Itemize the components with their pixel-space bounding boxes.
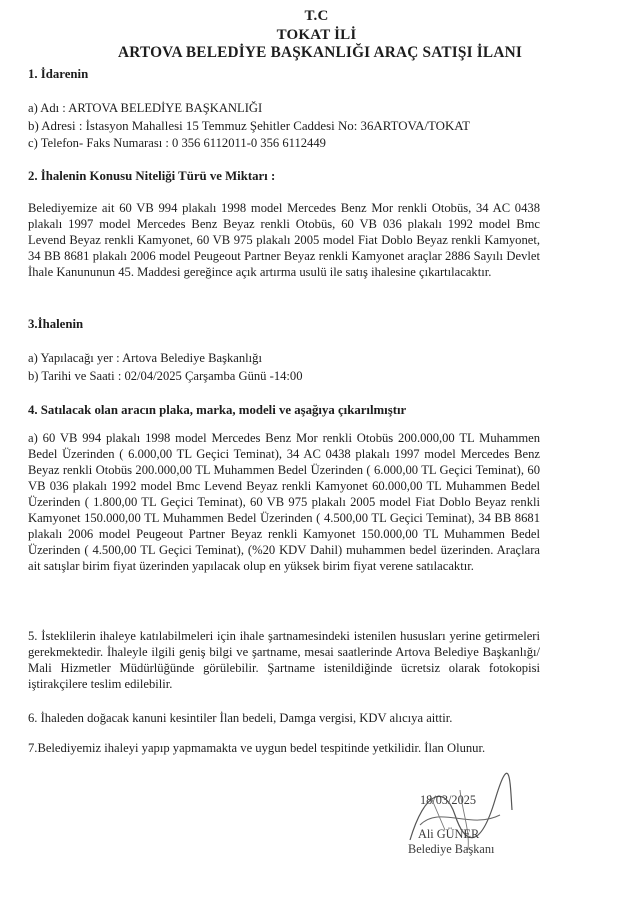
header-province: TOKAT İLİ bbox=[276, 27, 357, 43]
section-4-body: a) 60 VB 994 plakalı 1998 model Mercedes Benz Mor renkli Otobüs 200.000,00 TL Muhammen Bedel Üzerinden ( 6.000,00 TL Geçici Teminat), 34 AC 0438 plakalı 1997 model Mercedes Benz Beyaz renkli Otobüs 200.000,00 TL Muhammen Bedel Üzerinden ( 6.000,00 TL Geçici Teminat), 60 VB 036 plakalı 1992 model Bmc Levend Beyaz renkli Kamyonet 60.000,00 TL Muhammen Bedel Üzerinden ( 1.800,00 TL Geçici Teminat), 60 VB 975 plakalı 2005 model Fiat Doblo Beyaz renkli Kamyonet 150.000,00 TL Muhammen Bedel Üzerinden ( 4.500,00 TL Geçici Teminat), 34 BB 8681 plakalı 2006 model Peugeout Partner Beyaz renkli Kamyonet 150.000,00 TL Muhammen Bedel Üzerinden ( 4.500,00 TL Geçici Teminat), (%20 KDV Dahil) muhammen bedel üzerinden. Araçlara ait satışlar birim fiyat üzerinden yapılacak olup en yüksek birim fiyat verene satılacaktır. bbox=[28, 431, 540, 573]
section-6-body: 6. İhaleden doğacak kanuni kesintiler İlan bedeli, Damga vergisi, KDV alıcıya aittir. bbox=[28, 711, 453, 725]
signer-role: Belediye Başkanı bbox=[408, 842, 495, 856]
authority-address: b) Adresi : İstasyon Mahallesi 15 Temmuz Şehitler Caddesi No: 36ARTOVA/TOKAT bbox=[28, 119, 471, 133]
section-4-title: 4. Satılacak olan aracın plaka, marka, modeli ve aşağıya çıkarılmıştır bbox=[28, 403, 407, 417]
header-country: T.C bbox=[304, 8, 329, 24]
document-title: ARTOVA BELEDİYE BAŞKANLIĞI ARAÇ SATIŞI İLANI bbox=[118, 44, 522, 61]
authority-name: a) Adı : ARTOVA BELEDİYE BAŞKANLIĞI bbox=[28, 101, 263, 115]
authority-phone: c) Telefon- Faks Numarası : 0 356 6112011-0 356 6112449 bbox=[28, 136, 326, 150]
tender-place: a) Yapılacağı yer : Artova Belediye Başkanlığı bbox=[28, 351, 262, 365]
section-3-title: 3.İhalenin bbox=[28, 317, 84, 331]
section-2-title: 2. İhalenin Konusu Niteliği Türü ve Miktarı : bbox=[28, 169, 276, 183]
signer-name: Ali GÜNER bbox=[418, 827, 480, 841]
section-5-body: 5. İsteklilerin ihaleye katılabilmeleri için ihale şartnamesindeki istenilen hususları yerine getirmeleri gerekmektedir. İhaleyle ilgili geniş bilgi ve şartname, mesai saatlerinde Artova Belediye Başkanlığı/ Mali Hizmetler Müdürlüğünde görülebilir. Şartname istenildiğinde ücretsiz olarak fotokopisi iştirakçilere teslim edilebilir. bbox=[28, 629, 540, 691]
section-1-title: 1. İdarenin bbox=[28, 67, 89, 81]
section-7-body: 7.Belediyemiz ihaleyi yapıp yapmamakta ve uygun bedel tespitinde yetkilidir. İlan Olunur. bbox=[28, 741, 486, 755]
tender-date: b) Tarihi ve Saati : 02/04/2025 Çarşamba Günü -14:00 bbox=[28, 369, 303, 383]
signature-date: 18/03/2025 bbox=[420, 793, 477, 807]
section-2-body: Belediyemize ait 60 VB 994 plakalı 1998 model Mercedes Benz Mor renkli Otobüs, 34 AC 0438 plakalı 1997 model Mercedes Benz Beyaz renkli Otobüs, 60 VB 036 plakalı 1992 model Bmc Levend Beyaz renkli Kamyonet, 60 VB 975 plakalı 2005 model Fiat Doblo Beyaz renkli Kamyonet, 34 BB 8681 plakalı 2006 model Peugeout Partner Beyaz renkli Kamyonet araçlar 2886 Sayılı Devlet İhale Kanununun 45. Maddesi gereğince açık artırma usulü ile satış ihalesine çıkartılacaktır. bbox=[28, 201, 540, 279]
